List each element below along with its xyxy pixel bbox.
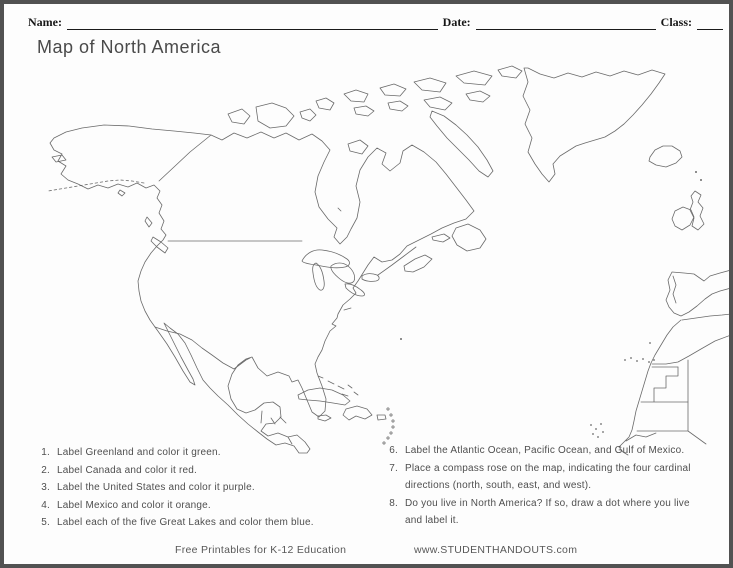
lesser-antilles-island (387, 437, 389, 439)
item-number: 7. (389, 462, 398, 474)
bermuda (400, 338, 402, 340)
lesser-antilles-island (392, 420, 394, 422)
africa-west-coast (619, 320, 681, 455)
item-text: Label Mexico and color it orange. (57, 499, 211, 511)
canary-island (653, 359, 655, 361)
southampton-island (348, 140, 368, 154)
instruction-item (385, 460, 710, 495)
banks-island (228, 109, 250, 124)
footer-website: www.STUDENTHANDOUTS.com (414, 544, 578, 556)
date-label: Date: (442, 15, 471, 29)
lesser-antilles-island (390, 414, 392, 416)
cape-verde-island (600, 423, 602, 425)
item-text: Label each of the five Great Lakes and color them blue. (57, 517, 314, 528)
item-text: Do you live in North America? If so, draw a dot where you live (405, 497, 690, 509)
great-britain (690, 191, 704, 230)
lake-erie (345, 284, 365, 296)
cape-verde-island (602, 431, 604, 433)
instruction-item (37, 479, 369, 497)
faroe-islands (695, 171, 697, 173)
item-number: 2. (41, 464, 50, 476)
item-text: and label it. (405, 515, 459, 526)
newfoundland (452, 224, 486, 251)
jamaica (318, 415, 331, 421)
central-america-borders (261, 411, 292, 444)
victoria-island (256, 103, 294, 128)
iberia-france-coast (666, 270, 731, 316)
arctic-island-1 (316, 98, 334, 110)
name-label: Name: (28, 15, 62, 29)
item-number: 8. (389, 497, 398, 509)
item-text: Place a compass rose on the map, indicating the four cardinal (405, 462, 691, 474)
lake-superior (302, 250, 349, 268)
item-text: Label Greenland and color it green. (57, 447, 221, 458)
mainland-north-america (50, 125, 474, 453)
lesser-antilles-island (387, 408, 389, 410)
lake-huron (331, 263, 355, 283)
arctic-island-8 (498, 66, 522, 78)
alaska-canada-border (159, 135, 211, 181)
western-sahara-borders (641, 367, 688, 402)
item-number: 5. (41, 517, 50, 528)
item-text: Label the Atlantic Ocean, Pacific Ocean, and Gulf of Mexico. (405, 445, 685, 456)
cape-verde-island (590, 424, 592, 426)
arctic-island-6 (414, 78, 446, 92)
cape-verde-island (595, 428, 597, 430)
iceland (649, 146, 682, 167)
baffin-island (430, 111, 493, 177)
arctic-island-4 (380, 84, 406, 96)
madeira (649, 342, 651, 344)
item-number: 4. (41, 499, 50, 511)
instruction-item (37, 514, 369, 532)
item-text: Label Canada and color it red. (57, 464, 197, 476)
nova-scotia (404, 255, 432, 272)
lake-ontario (362, 274, 379, 282)
haida-gwaii (145, 217, 152, 227)
instructions-right (385, 442, 710, 530)
africa-mediterranean-coast (682, 314, 731, 320)
instruction-item (385, 442, 710, 460)
arctic-island-ellesmere (456, 71, 492, 85)
canary-island (630, 357, 632, 359)
item-text: directions (north, south, east, and west). (405, 480, 592, 491)
canary-island (648, 361, 650, 363)
lesser-antilles-island (390, 432, 392, 434)
arctic-island-3 (354, 106, 374, 116)
canary-island (624, 359, 626, 361)
shetland-islands (700, 179, 702, 181)
page-title: Map of North America (37, 37, 222, 57)
canary-island (642, 358, 644, 360)
cape-verde-island (597, 436, 599, 438)
belcher-islands (338, 208, 341, 211)
anticosti-island (432, 234, 450, 242)
instruction-item (37, 444, 369, 462)
arctic-island-2 (344, 90, 368, 102)
arctic-island-5 (388, 101, 408, 111)
item-number: 3. (41, 482, 50, 493)
instruction-item (385, 495, 710, 530)
kodiak-island (118, 190, 125, 196)
item-text: Label the United States and color it purple. (57, 482, 255, 493)
arctic-island-devon (424, 97, 452, 110)
puerto-rico (377, 415, 386, 420)
arctic-island-7 (466, 91, 490, 102)
spain-portugal-border (673, 276, 676, 303)
item-number: 6. (389, 445, 398, 456)
class-label: Class: (660, 15, 692, 29)
king-william-island (300, 109, 316, 121)
cape-verde-island (592, 433, 594, 435)
long-island (344, 308, 351, 310)
ireland (672, 207, 694, 230)
canary-island (636, 360, 638, 362)
instruction-item (37, 462, 369, 480)
instruction-item (37, 497, 369, 515)
hispaniola (343, 406, 372, 420)
st-lawrence-river (378, 247, 416, 275)
footer-tagline: Free Printables for K-12 Education (175, 544, 347, 556)
greenland (523, 68, 665, 182)
item-number: 1. (41, 447, 50, 458)
instructions-left (37, 444, 369, 532)
lake-michigan (313, 263, 325, 290)
lesser-antilles-island (392, 426, 394, 428)
